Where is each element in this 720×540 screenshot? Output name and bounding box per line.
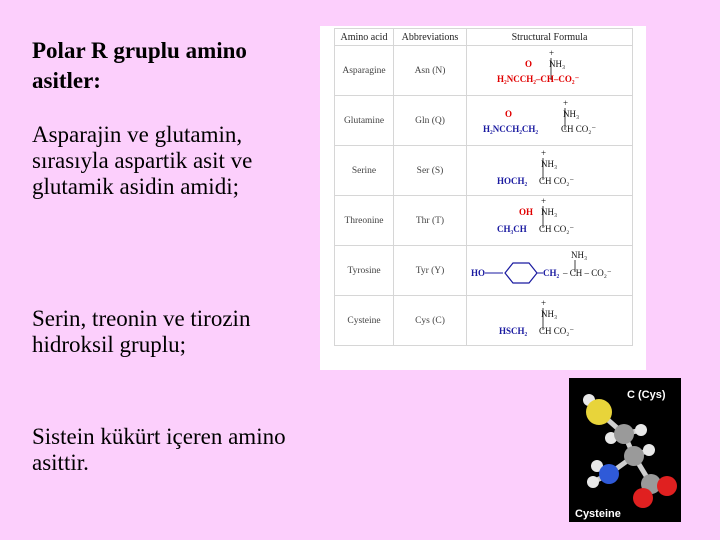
svg-text:NH₃: NH₃ (541, 309, 558, 319)
structural-formula-glutamine (467, 96, 633, 146)
svg-text:OH: OH (519, 207, 534, 217)
oxygen-atom (633, 488, 653, 508)
svg-text:H₂NCCH₂CH₂: H₂NCCH₂CH₂ (483, 124, 539, 134)
svg-text:HSCH₂: HSCH₂ (499, 326, 528, 336)
table-row (335, 246, 633, 296)
hydrogen-atom (643, 444, 655, 456)
structural-formula-tyrosine (467, 246, 633, 296)
svg-text:CH₂: CH₂ (543, 268, 560, 278)
amino-acid-name: Serine (335, 146, 394, 196)
amino-acid-abbr: Thr (T) (394, 196, 467, 246)
svg-text:CH₃CH: CH₃CH (497, 224, 527, 234)
carbon-atom (614, 424, 634, 444)
structural-formula-threonine (467, 196, 633, 246)
amino-acid-table-image (320, 26, 646, 370)
molecule-label-top: C (Cys) (627, 389, 666, 401)
table-row (335, 146, 633, 196)
svg-text:– CH – CO₂⁻: – CH – CO₂⁻ (563, 268, 612, 278)
header-amino-acid: Amino acid (335, 29, 394, 46)
svg-text:NH₃: NH₃ (571, 250, 588, 260)
paragraph-amides: Asparajin ve glutamin, sırasıyla aspartik asit ve glutamik asidin amidi; (32, 122, 253, 199)
sulfur-atom (586, 399, 612, 425)
svg-text:NH₃: NH₃ (563, 109, 580, 119)
structural-formula-serine (467, 146, 633, 196)
svg-text:NH₃: NH₃ (541, 159, 558, 169)
slide-title: Polar R gruplu amino asitler: (32, 38, 247, 93)
svg-text:O: O (525, 59, 533, 69)
nitrogen-atom (599, 464, 619, 484)
svg-text:O: O (505, 109, 513, 119)
structural-formula-cysteine (467, 296, 633, 346)
svg-text:H₂NCCH₂–CH–CO₂⁻: H₂NCCH₂–CH–CO₂⁻ (497, 74, 580, 84)
amino-acid-name: Glutamine (335, 96, 394, 146)
hydrogen-atom (635, 424, 647, 436)
amino-acid-name: Cysteine (335, 296, 394, 346)
header-structural-formula: Structural Formula (467, 29, 633, 46)
cysteine-molecule-panel (569, 378, 681, 522)
oxygen-atom (657, 476, 677, 496)
table-row (335, 296, 633, 346)
amino-acid-name: Tyrosine (335, 246, 394, 296)
paragraph-sulfur: Sistein kükürt içeren amino asittir. (32, 424, 286, 475)
molecule-label-bottom: Cysteine (575, 508, 621, 520)
amino-acid-abbr: Ser (S) (394, 146, 467, 196)
amino-acid-table (334, 28, 633, 346)
paragraph-hydroxyl: Serin, treonin ve tirozin hidroksil gruplu; (32, 306, 251, 357)
amino-acid-abbr: Cys (C) (394, 296, 467, 346)
svg-text:+: + (563, 98, 569, 108)
svg-text:CH CO₂⁻: CH CO₂⁻ (561, 124, 597, 134)
table-header-row (335, 29, 633, 46)
hydrogen-atom (587, 476, 599, 488)
svg-text:HOCH₂: HOCH₂ (497, 176, 528, 186)
svg-text:+: + (541, 148, 547, 158)
svg-text:CH CO₂⁻: CH CO₂⁻ (539, 224, 575, 234)
header-abbreviations: Abbreviations (394, 29, 467, 46)
svg-text:NH₃: NH₃ (541, 207, 558, 217)
svg-text:HO: HO (471, 268, 486, 278)
svg-text:CH CO₂⁻: CH CO₂⁻ (539, 326, 575, 336)
carbon-atom (624, 446, 644, 466)
table-row (335, 196, 633, 246)
table-row (335, 96, 633, 146)
svg-text:NH₃: NH₃ (549, 59, 566, 69)
svg-text:CH CO₂⁻: CH CO₂⁻ (539, 176, 575, 186)
cysteine-ball-and-stick-image (569, 378, 681, 522)
svg-text:+: + (549, 48, 555, 58)
amino-acid-abbr: Gln (Q) (394, 96, 467, 146)
amino-acid-abbr: Asn (N) (394, 46, 467, 96)
svg-text:+: + (541, 196, 547, 206)
table-row (335, 46, 633, 96)
svg-text:+: + (541, 298, 547, 308)
structural-formula-asparagine (467, 46, 633, 96)
amino-acid-name: Asparagine (335, 46, 394, 96)
amino-acid-name: Threonine (335, 196, 394, 246)
amino-acid-abbr: Tyr (Y) (394, 246, 467, 296)
